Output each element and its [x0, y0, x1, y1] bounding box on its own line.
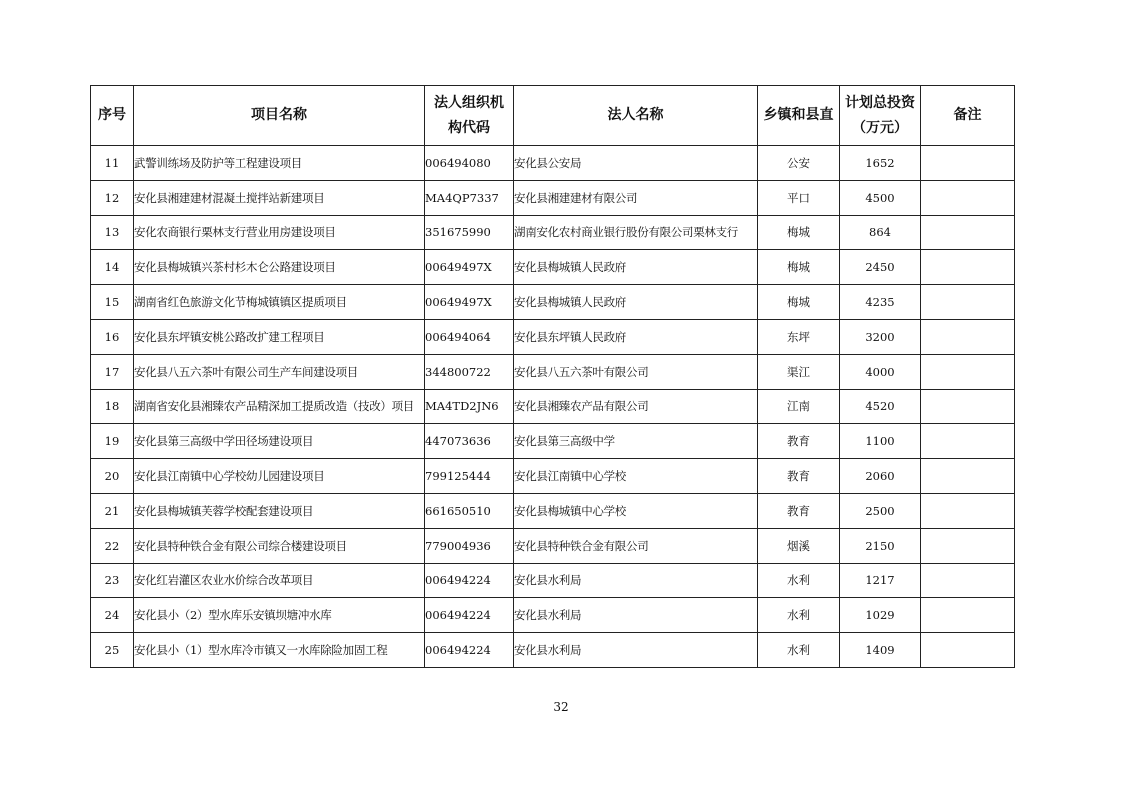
- cell-note: [921, 389, 1015, 424]
- table-row: [91, 528, 1015, 563]
- table-row: [91, 389, 1015, 424]
- cell-investment: 1100: [840, 424, 921, 459]
- header-legal-name: 法人名称: [514, 86, 758, 146]
- cell-seq: 15: [91, 285, 134, 320]
- cell-project-name: 湖南省红色旅游文化节梅城镇镇区提质项目: [134, 285, 425, 320]
- cell-town: 东坪: [758, 319, 840, 354]
- cell-town: 水利: [758, 598, 840, 633]
- cell-town: 烟溪: [758, 528, 840, 563]
- table-header-row: [91, 86, 1015, 146]
- cell-project-name: 安化县梅城镇兴茶村杉木仑公路建设项目: [134, 250, 425, 285]
- cell-investment: 4500: [840, 180, 921, 215]
- header-org-code-line1: 法人组织机: [434, 94, 504, 111]
- cell-town: 公安: [758, 146, 840, 181]
- cell-legal-name: 安化县梅城镇人民政府: [514, 285, 758, 320]
- cell-project-name: 安化县东坪镇安桃公路改扩建工程项目: [134, 319, 425, 354]
- cell-note: [921, 459, 1015, 494]
- cell-town: 梅城: [758, 250, 840, 285]
- cell-note: [921, 285, 1015, 320]
- header-investment-line1: 计划总投资: [845, 94, 915, 111]
- cell-note: [921, 250, 1015, 285]
- cell-town: 梅城: [758, 285, 840, 320]
- cell-project-name: 安化县梅城镇芙蓉学校配套建设项目: [134, 493, 425, 528]
- cell-seq: 21: [91, 493, 134, 528]
- cell-town: 水利: [758, 563, 840, 598]
- cell-legal-name: 安化县湘臻农产品有限公司: [514, 389, 758, 424]
- cell-note: [921, 563, 1015, 598]
- table-row: [91, 319, 1015, 354]
- table-row: [91, 459, 1015, 494]
- cell-seq: 12: [91, 180, 134, 215]
- cell-investment: 4520: [840, 389, 921, 424]
- header-note: 备注: [921, 86, 1015, 146]
- cell-investment: 1029: [840, 598, 921, 633]
- cell-town: 渠江: [758, 354, 840, 389]
- cell-org-code: 447073636: [425, 424, 514, 459]
- table-row: [91, 354, 1015, 389]
- cell-org-code: 006494224: [425, 563, 514, 598]
- table-row: [91, 633, 1015, 668]
- cell-org-code: 661650510: [425, 493, 514, 528]
- table-row: [91, 563, 1015, 598]
- cell-seq: 17: [91, 354, 134, 389]
- cell-note: [921, 215, 1015, 250]
- cell-project-name: 安化县第三高级中学田径场建设项目: [134, 424, 425, 459]
- cell-project-name: 安化农商银行栗林支行营业用房建设项目: [134, 215, 425, 250]
- cell-project-name: 湖南省安化县湘臻农产品精深加工提质改造（技改）项目: [134, 389, 425, 424]
- cell-town: 梅城: [758, 215, 840, 250]
- header-org-code: [425, 86, 514, 146]
- table-row: [91, 180, 1015, 215]
- cell-investment: 864: [840, 215, 921, 250]
- cell-project-name: 安化县湘建建材混凝土搅拌站新建项目: [134, 180, 425, 215]
- cell-legal-name: 安化县八五六茶叶有限公司: [514, 354, 758, 389]
- cell-org-code: 006494064: [425, 319, 514, 354]
- cell-project-name: 安化县小（1）型水库冷市镇又一水库除险加固工程: [134, 633, 425, 668]
- cell-note: [921, 633, 1015, 668]
- cell-legal-name: 安化县梅城镇中心学校: [514, 493, 758, 528]
- cell-note: [921, 528, 1015, 563]
- cell-note: [921, 493, 1015, 528]
- cell-project-name: 武警训练场及防护等工程建设项目: [134, 146, 425, 181]
- cell-town: 教育: [758, 424, 840, 459]
- cell-seq: 22: [91, 528, 134, 563]
- cell-investment: 1217: [840, 563, 921, 598]
- cell-note: [921, 319, 1015, 354]
- cell-seq: 25: [91, 633, 134, 668]
- cell-seq: 16: [91, 319, 134, 354]
- cell-investment: 2150: [840, 528, 921, 563]
- cell-town: 教育: [758, 493, 840, 528]
- cell-town: 平口: [758, 180, 840, 215]
- table-row: [91, 285, 1015, 320]
- cell-note: [921, 146, 1015, 181]
- table-row: [91, 493, 1015, 528]
- page-number: 32: [553, 700, 569, 714]
- cell-org-code: 006494224: [425, 633, 514, 668]
- cell-note: [921, 424, 1015, 459]
- cell-org-code: 351675990: [425, 215, 514, 250]
- cell-seq: 24: [91, 598, 134, 633]
- cell-org-code: 006494080: [425, 146, 514, 181]
- cell-org-code: MA4TD2JN6: [425, 389, 514, 424]
- cell-seq: 23: [91, 563, 134, 598]
- cell-seq: 13: [91, 215, 134, 250]
- cell-project-name: 安化县小（2）型水库乐安镇坝塘冲水库: [134, 598, 425, 633]
- cell-investment: 4235: [840, 285, 921, 320]
- cell-org-code: 006494224: [425, 598, 514, 633]
- cell-seq: 19: [91, 424, 134, 459]
- cell-investment: 1409: [840, 633, 921, 668]
- table-row: [91, 598, 1015, 633]
- cell-investment: 2060: [840, 459, 921, 494]
- cell-note: [921, 180, 1015, 215]
- cell-legal-name: 安化县江南镇中心学校: [514, 459, 758, 494]
- cell-legal-name: 安化县第三高级中学: [514, 424, 758, 459]
- cell-org-code: MA4QP7337: [425, 180, 514, 215]
- table-row: [91, 424, 1015, 459]
- header-town: 乡镇和县直: [758, 86, 840, 146]
- cell-legal-name: 安化县特种铁合金有限公司: [514, 528, 758, 563]
- cell-legal-name: 安化县水利局: [514, 633, 758, 668]
- header-org-code-line2: 构代码: [448, 119, 490, 136]
- cell-legal-name: 安化县公安局: [514, 146, 758, 181]
- cell-seq: 18: [91, 389, 134, 424]
- cell-org-code: 00649497X: [425, 250, 514, 285]
- cell-project-name: 安化县特种铁合金有限公司综合楼建设项目: [134, 528, 425, 563]
- header-seq: 序号: [91, 86, 134, 146]
- header-project-name: 项目名称: [134, 86, 425, 146]
- cell-org-code: 799125444: [425, 459, 514, 494]
- cell-project-name: 安化红岩灌区农业水价综合改革项目: [134, 563, 425, 598]
- cell-legal-name: 安化县东坪镇人民政府: [514, 319, 758, 354]
- cell-seq: 20: [91, 459, 134, 494]
- cell-note: [921, 354, 1015, 389]
- cell-investment: 4000: [840, 354, 921, 389]
- cell-investment: 2450: [840, 250, 921, 285]
- cell-legal-name: 安化县湘建建材有限公司: [514, 180, 758, 215]
- table-row: [91, 146, 1015, 181]
- project-table: [90, 85, 1015, 668]
- cell-org-code: 779004936: [425, 528, 514, 563]
- cell-town: 水利: [758, 633, 840, 668]
- cell-note: [921, 598, 1015, 633]
- table-body: [91, 146, 1015, 668]
- cell-project-name: 安化县八五六茶叶有限公司生产车间建设项目: [134, 354, 425, 389]
- cell-town: 教育: [758, 459, 840, 494]
- cell-investment: 1652: [840, 146, 921, 181]
- cell-org-code: 344800722: [425, 354, 514, 389]
- cell-org-code: 00649497X: [425, 285, 514, 320]
- cell-legal-name: 湖南安化农村商业银行股份有限公司栗林支行: [514, 215, 758, 250]
- header-investment: [840, 86, 921, 146]
- cell-seq: 14: [91, 250, 134, 285]
- table-row: [91, 215, 1015, 250]
- table-row: [91, 250, 1015, 285]
- cell-legal-name: 安化县水利局: [514, 598, 758, 633]
- cell-investment: 2500: [840, 493, 921, 528]
- cell-investment: 3200: [840, 319, 921, 354]
- header-investment-line2: （万元）: [852, 119, 908, 136]
- cell-town: 江南: [758, 389, 840, 424]
- cell-seq: 11: [91, 146, 134, 181]
- cell-project-name: 安化县江南镇中心学校幼儿园建设项目: [134, 459, 425, 494]
- cell-legal-name: 安化县水利局: [514, 563, 758, 598]
- cell-legal-name: 安化县梅城镇人民政府: [514, 250, 758, 285]
